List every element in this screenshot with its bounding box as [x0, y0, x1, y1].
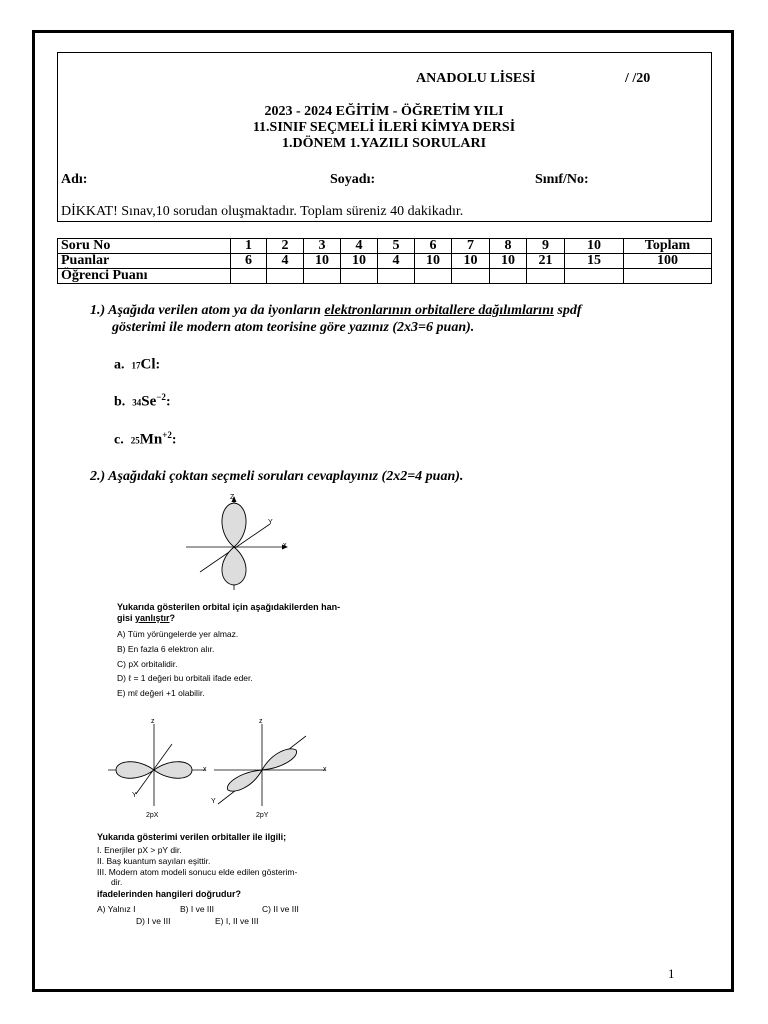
mcq2-question: ifadelerinden hangileri doğrudur? — [97, 889, 242, 899]
mcq1-prompt-line2 — [117, 613, 175, 624]
atomic-number: 17 — [131, 360, 141, 371]
table-cell: 10 — [341, 254, 378, 269]
axis-label-x: x — [283, 542, 287, 549]
lower-lobe — [222, 547, 246, 585]
colon: : — [165, 394, 171, 410]
mcq2-prompt: Yukarıda gösterimi verilen orbitaller ile ilgili; — [97, 832, 287, 842]
score-entry-cell[interactable] — [415, 269, 452, 284]
element-symbol: Cl — [140, 356, 156, 373]
mcq1-prompt: Yukarıda gösterilen orbital için aşağıdakilerden han- — [117, 602, 341, 612]
question-number-row — [58, 239, 712, 254]
atomic-number: 25 — [130, 435, 140, 446]
academic-year: 2023 - 2024 EĞİTİM - ÖĞRETİM YILI — [264, 104, 504, 119]
page-number: 1 — [668, 966, 675, 981]
score-entry-cell[interactable] — [341, 269, 378, 284]
table-cell: 6 — [231, 254, 267, 269]
axis-label-z: Z — [230, 494, 235, 501]
py-axis-label-x: x — [323, 766, 327, 773]
item-c — [114, 430, 177, 449]
question-1 — [90, 303, 582, 319]
score-entry-cell[interactable] — [231, 269, 267, 284]
pz-orbital-diagram — [180, 494, 300, 594]
surname-label: Soyadı: — [330, 172, 376, 187]
name-label: Adı: — [61, 172, 88, 187]
date-field: / /20 — [625, 71, 651, 86]
element-symbol: Se — [141, 393, 157, 410]
table-cell: 10 — [490, 254, 527, 269]
score-entry-cell[interactable] — [452, 269, 490, 284]
exam-title: 1.DÖNEM 1.YAZILI SORULARI — [281, 136, 487, 151]
py-axis-label-y: Y — [211, 798, 216, 805]
score-entry-cell[interactable] — [490, 269, 527, 284]
score-entry-cell[interactable] — [378, 269, 415, 284]
colon: : — [171, 432, 177, 448]
prompt-text: gisi — [117, 613, 136, 623]
table-cell: 2 — [267, 239, 304, 254]
mcq1-option-d[interactable]: D) ℓ = 1 değeri bu orbitali ifade eder. — [117, 673, 253, 683]
table-cell: 8 — [490, 239, 527, 254]
question-number: 2.) — [90, 469, 106, 484]
colon: : — [155, 357, 161, 373]
ion-charge: −2 — [156, 392, 166, 402]
upper-lobe — [262, 749, 297, 770]
table-cell: 21 — [527, 254, 565, 269]
py-axis-label-z: z — [259, 718, 263, 725]
right-lobe — [154, 762, 192, 779]
table-cell: 10 — [452, 254, 490, 269]
item-b — [114, 392, 171, 411]
class-label: Sınıf/No: — [535, 172, 589, 187]
table-cell: 5 — [378, 239, 415, 254]
mcq2-option-e[interactable]: E) I, II ve III — [215, 916, 259, 926]
table-cell: 4 — [267, 254, 304, 269]
score-table — [57, 238, 712, 284]
table-cell: 15 — [565, 254, 624, 269]
lower-lobe — [227, 770, 262, 791]
mcq2-option-b[interactable]: B) I ve III — [180, 904, 215, 914]
item-letter: b. — [114, 394, 126, 410]
atomic-number: 34 — [132, 397, 142, 408]
mcq1-option-a[interactable]: A) Tüm yörüngelerde yer almaz. — [117, 629, 239, 639]
table-cell: Toplam — [624, 239, 712, 254]
score-entry-cell[interactable] — [565, 269, 624, 284]
table-cell: 100 — [624, 254, 712, 269]
px-axis-label-x: x — [203, 766, 207, 773]
row-label: Puanlar — [58, 254, 231, 269]
mcq2-option-c[interactable]: C) II ve III — [262, 904, 299, 914]
item-a — [114, 355, 160, 374]
upper-lobe — [222, 503, 246, 547]
py-label: 2pY — [256, 812, 269, 819]
table-cell: 7 — [452, 239, 490, 254]
py-orbital-diagram — [210, 718, 332, 810]
mcq2-option-a[interactable]: A) Yalnız I — [97, 904, 136, 914]
px-axis-label-z: z — [151, 718, 155, 725]
px-label: 2pX — [146, 812, 159, 819]
prompt-text: ? — [169, 613, 176, 623]
mcq2-statement-2: II. Baş kuantum sayıları eşittir. — [97, 856, 211, 866]
item-letter: a. — [114, 357, 125, 373]
px-axis-label-y: Y — [132, 792, 137, 799]
table-cell: 3 — [304, 239, 341, 254]
table-cell: 10 — [304, 254, 341, 269]
question-number: 1.) — [90, 303, 106, 318]
question-text: Aşağıda verilen atom ya da iyonların — [108, 303, 325, 318]
table-cell: 6 — [415, 239, 452, 254]
row-label: Soru No — [58, 239, 231, 254]
axis-label-y: Y — [268, 519, 273, 526]
score-entry-cell[interactable] — [304, 269, 341, 284]
warning-text: DİKKAT! Sınav,10 sorudan oluşmaktadır. Toplam süreniz 40 dakikadır. — [61, 204, 464, 219]
table-cell: 10 — [565, 239, 624, 254]
mcq2-statement-1: I. Enerjiler pX > pY dir. — [97, 845, 182, 855]
question-1-line2: gösterimi ile modern atom teorisine göre yazınız (2x3=6 puan). — [112, 320, 475, 335]
left-lobe — [116, 762, 154, 779]
table-cell: 4 — [378, 254, 415, 269]
table-cell: 10 — [415, 254, 452, 269]
ion-charge: +2 — [162, 430, 172, 440]
element-symbol: Mn — [139, 431, 163, 448]
item-letter: c. — [114, 432, 124, 448]
score-entry-cell[interactable] — [267, 269, 304, 284]
question-2 — [90, 469, 463, 485]
course-title: 11.SINIF SEÇMELİ İLERİ KİMYA DERSİ — [252, 120, 516, 135]
table-cell: 1 — [231, 239, 267, 254]
mcq2-statement-3-cont: dir. — [111, 877, 123, 887]
points-row — [58, 254, 712, 269]
mcq1-option-c[interactable]: C) pX orbitalidir. — [117, 659, 178, 669]
mcq1-option-b[interactable]: B) En fazla 6 elektron alır. — [117, 644, 215, 654]
table-cell: 9 — [527, 239, 565, 254]
table-cell: 4 — [341, 239, 378, 254]
question-text-underlined: elektronlarının orbitallere dağılımlarını — [324, 303, 554, 318]
prompt-emphasis: yanlıştır — [135, 613, 170, 623]
school-name: ANADOLU LİSESİ — [416, 71, 536, 86]
mcq1-option-e[interactable]: E) mℓ değeri +1 olabilir. — [117, 688, 205, 698]
mcq2-statement-3: III. Modern atom modeli sonucu elde edilen gösterim- — [97, 867, 298, 877]
score-entry-cell[interactable] — [527, 269, 565, 284]
px-orbital-diagram — [106, 718, 212, 810]
mcq2-option-d[interactable]: D) I ve III — [136, 916, 171, 926]
student-score-row — [58, 269, 712, 284]
score-entry-cell[interactable] — [624, 269, 712, 284]
question-text: spdf — [553, 303, 582, 318]
row-label: Öğrenci Puanı — [58, 269, 231, 284]
question-text: Aşağıdaki çoktan seçmeli soruları cevaplayınız (2x2=4 puan). — [108, 469, 464, 484]
